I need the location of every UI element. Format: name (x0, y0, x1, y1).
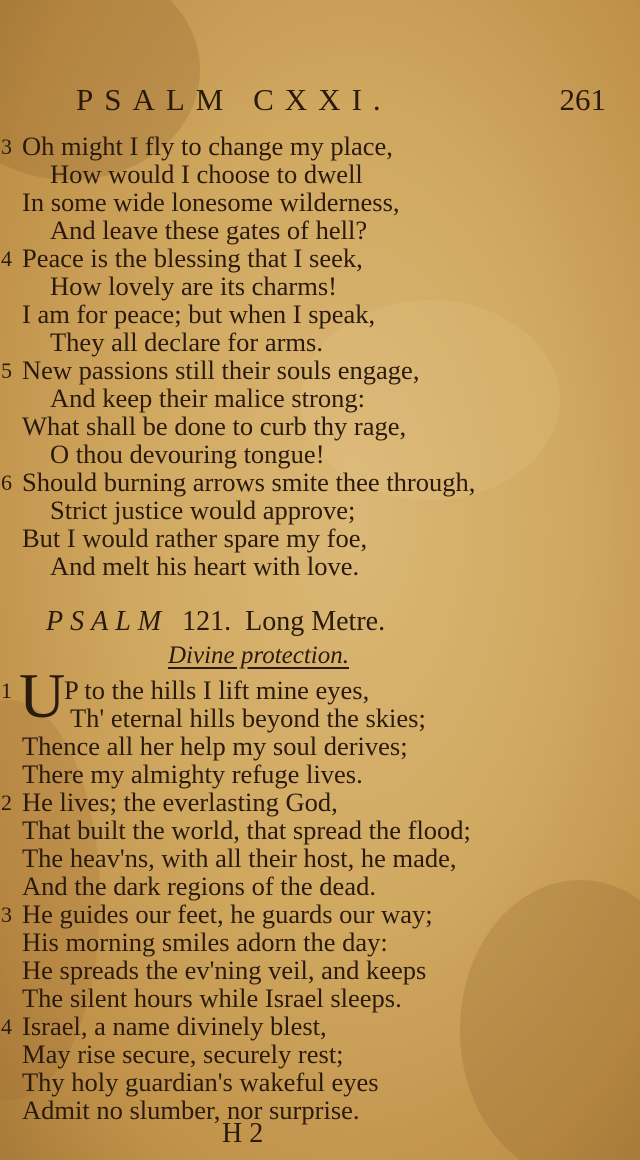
verse-number: 4 (1, 1014, 12, 1039)
running-title: PSALM CXXI. (76, 82, 392, 117)
psalm-heading (46, 606, 385, 638)
drop-cap: U (19, 660, 66, 731)
verse-line: O thou devouring tongue! (50, 439, 325, 469)
verse-line: He spreads the ev'ning veil, and keeps (22, 955, 427, 985)
verse-line: There my almighty refuge lives. (22, 759, 363, 789)
verse-number: 2 (1, 790, 12, 815)
verse-line: Thence all her help my soul derives; (22, 731, 408, 761)
psalm-subtitle: Divine protection. (168, 642, 349, 669)
psalm-metre: Long Metre. (245, 606, 386, 637)
verse-line: How would I choose to dwell (50, 159, 363, 189)
verse-line: Peace is the blessing that I seek, (22, 243, 363, 273)
verse-line: And the dark regions of the dead. (22, 871, 376, 901)
psalm-number: 121. (182, 606, 232, 637)
verse-line: And leave these gates of hell? (50, 215, 368, 245)
verse-line: Oh might I fly to change my place, (22, 131, 393, 161)
verse-line: May rise secure, securely rest; (22, 1039, 344, 1069)
verse-line: Admit no slumber, nor surprise. (22, 1095, 360, 1125)
verse-line: How lovely are its charms! (50, 271, 337, 301)
verse-line: Israel, a name divinely blest, (22, 1011, 327, 1041)
verse-line: The silent hours while Israel sleeps. (22, 983, 402, 1013)
verse-line: He lives; the everlasting God, (22, 787, 338, 817)
verse-line: And keep their malice strong: (50, 383, 365, 413)
signature-mark: H 2 (222, 1118, 264, 1149)
verse-line: Th' eternal hills beyond the skies; (70, 703, 426, 733)
verse-line: And melt his heart with love. (50, 551, 360, 581)
verse-number: 6 (1, 470, 12, 495)
verse-line: Strict justice would approve; (50, 495, 356, 525)
verse-line: That built the world, that spread the flood; (22, 815, 471, 845)
verse-number: 3 (1, 134, 12, 159)
verse-number: 3 (1, 902, 12, 927)
verse-line: Thy holy guardian's wakeful eyes (22, 1067, 379, 1097)
verse-number: 1 (1, 678, 12, 703)
page-number: 261 (559, 82, 606, 117)
verse-line: New passions still their souls engage, (22, 355, 420, 385)
psalm-word: PSALM (46, 606, 169, 637)
verse-line: P to the hills I lift mine eyes, (64, 675, 370, 705)
verse-line: In some wide lonesome wilderness, (22, 187, 400, 217)
verse-line: His morning smiles adorn the day: (22, 927, 388, 957)
verse-line: I am for peace; but when I speak, (22, 299, 376, 329)
verse-line: What shall be done to curb thy rage, (22, 411, 407, 441)
verse-line: He guides our feet, he guards our way; (22, 899, 433, 929)
verse-line: But I would rather spare my foe, (22, 523, 368, 553)
verse-line: They all declare for arms. (50, 327, 323, 357)
running-header (60, 82, 606, 122)
verse-line: The heav'ns, with all their host, he made, (22, 843, 457, 873)
verse-number: 4 (1, 246, 12, 271)
verse-number: 5 (1, 358, 12, 383)
verse-line: Should burning arrows smite thee through, (22, 467, 476, 497)
